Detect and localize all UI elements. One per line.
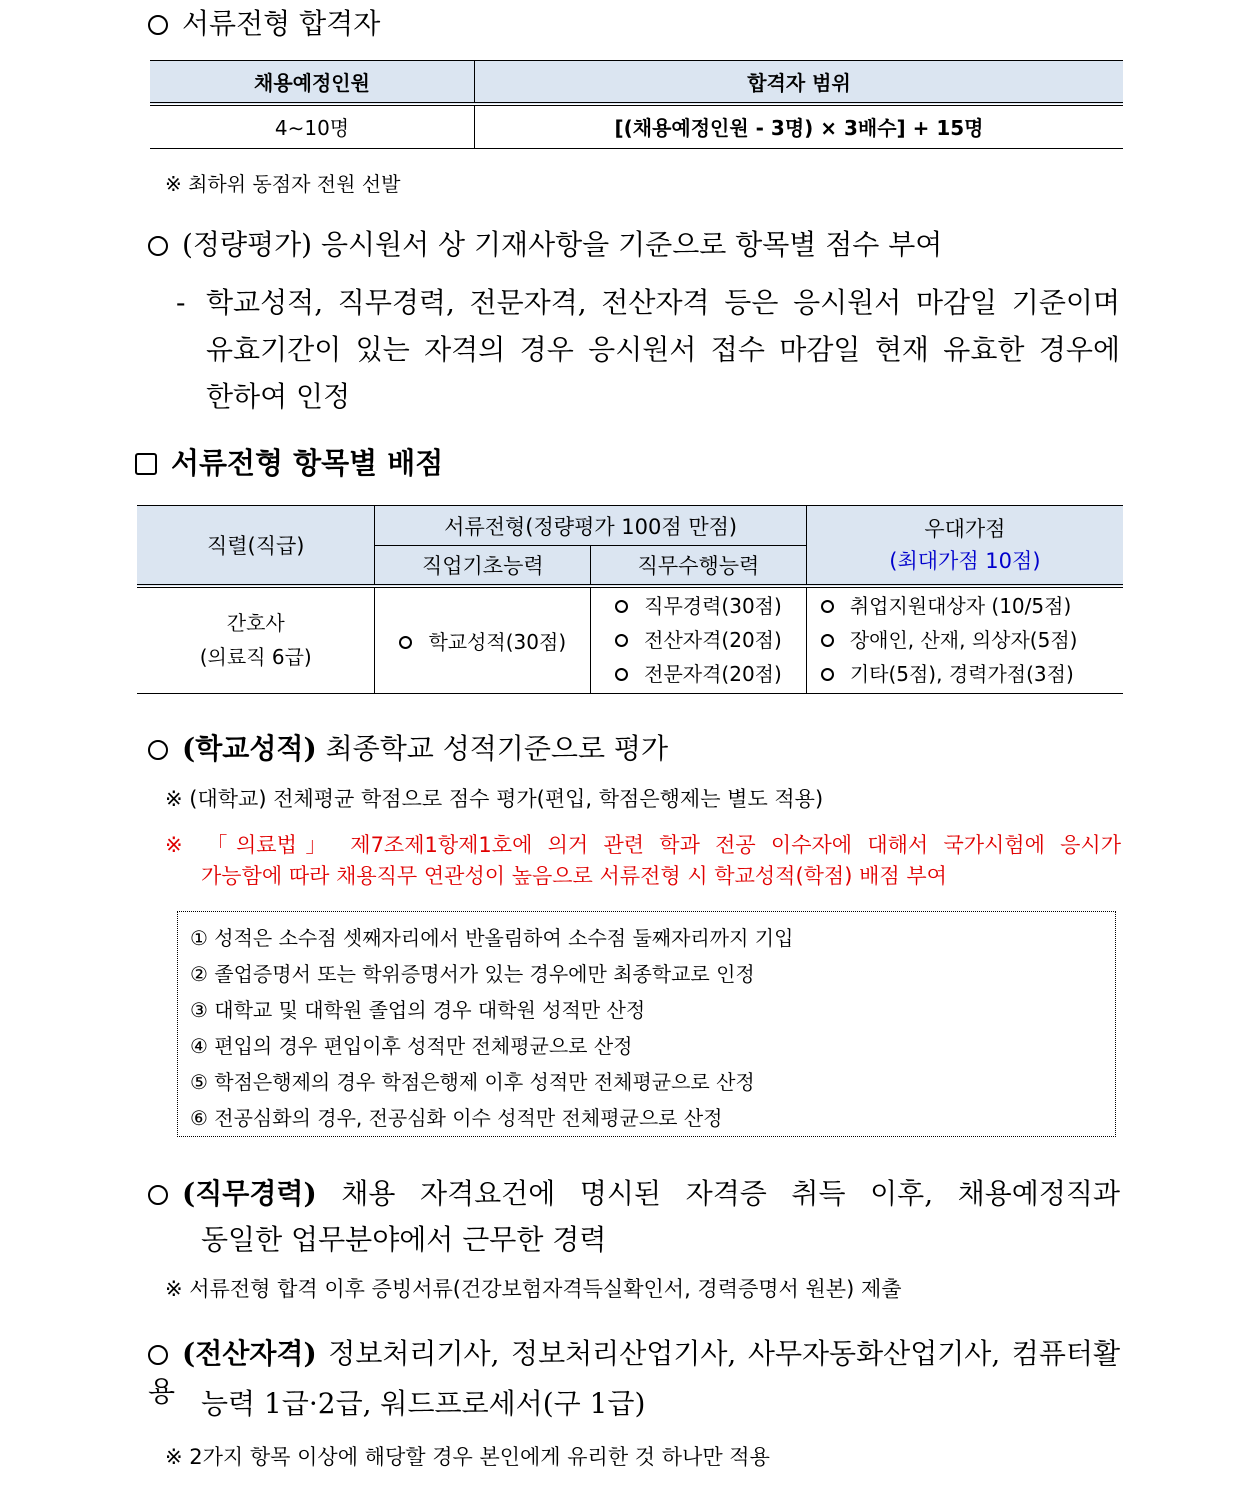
job-cell: [591, 586, 807, 694]
table-row: [150, 104, 1123, 149]
circle-bullet-icon: [821, 668, 834, 681]
table-row: [137, 586, 1123, 694]
job-item: 전문자격(20점): [592, 657, 805, 691]
dash-marker: -: [176, 286, 186, 319]
section-title-school-grades: (학교성적) 최종학교 성적기준으로 평가: [148, 730, 668, 768]
medical-law-note-cont: 가능함에 따라 채용직무 연관성이 높음으로 서류전형 시 학교성적(학점) 배점 부여: [201, 864, 947, 888]
table-header-row: [137, 506, 1123, 546]
quant-eval-line: 학교성적, 직무경력, 전문자격, 전산자격 등은 응시원서 마감일 기준이며: [206, 286, 1120, 319]
bonus-item: 기타(5점), 경력가점(3점): [821, 657, 1122, 691]
section-title-it-cert: (전산자격) 정보처리기사, 정보처리산업기사, 사무자동화산업기사, 컴퓨터활용: [148, 1337, 1120, 1408]
medical-law-note: ※ 「의료법」 제7조제1항제1호에 의거 관련 학과 전공 이수자에 대해서 국가시험에 응시가: [165, 833, 1121, 857]
it-cert-note: ※ 2가지 항목 이상에 해당할 경우 본인에게 유리한 것 하나만 적용: [165, 1445, 770, 1469]
header-cell: 채용예정인원: [150, 61, 475, 104]
job-item: 직무경력(30점): [592, 589, 805, 623]
job-career-note: ※ 서류전형 합격 이후 증빙서류(건강보험자격득실확인서, 경력증명서 원본) 제출: [165, 1277, 902, 1301]
circle-bullet-icon: [821, 600, 834, 613]
circle-bullet-icon: [148, 1185, 168, 1205]
note-lowest-tie: ※ 최하위 동점자 전원 선발: [165, 172, 401, 196]
scoring-table: [137, 505, 1123, 694]
circle-bullet-icon: [615, 600, 628, 613]
bonus-header-sub: (최대가점 10점): [889, 548, 1041, 573]
grade-rule-item: ④ 편입의 경우 편입이후 성적만 전체평균으로 산정: [190, 1034, 633, 1058]
header-cell-bonus: [806, 506, 1123, 586]
circle-bullet-icon: [615, 634, 628, 647]
bonus-header-label: 우대가점: [924, 516, 1006, 541]
basic-item: 학교성적(30점): [428, 629, 567, 654]
header-cell-job: 직무수행능력: [591, 546, 807, 586]
section-title-job-career: (직무경력) 채용 자격요건에 명시된 자격증 취득 이후, 채용예정직과: [148, 1175, 1120, 1213]
rank-line: (의료직 6급): [199, 645, 312, 670]
section-title-quant-eval: (정량평가) 응시원서 상 기재사항을 기준으로 항목별 점수 부여: [148, 226, 942, 264]
grade-rules-box: [177, 911, 1116, 1137]
header-cell: 합격자 범위: [747, 70, 851, 95]
job-item: 전산자격(20점): [592, 623, 805, 657]
bonus-item: 취업지원대상자 (10/5점): [821, 589, 1122, 623]
grade-rule-item: ① 성적은 소수점 셋째자리에서 반올림하여 소수점 둘째자리까지 기입: [190, 926, 794, 950]
school-grade-note: ※ (대학교) 전체평균 학점으로 점수 평가(편입, 학점은행제는 별도 적용): [165, 787, 824, 811]
circle-bullet-icon: [148, 740, 168, 760]
job-career-line: 동일한 업무분야에서 근무한 경력: [201, 1223, 607, 1256]
header-cell-basic: 직업기초능력: [375, 546, 591, 586]
section-title-doc-pass: 서류전형 합격자: [148, 6, 380, 42]
grade-rule-item: ⑤ 학점은행제의 경우 학점은행제 이후 성적만 전체평균으로 산정: [190, 1070, 755, 1094]
pass-range-table: [150, 60, 1123, 149]
circle-bullet-icon: [399, 636, 412, 649]
header-cell-rank: 직렬(직급): [137, 506, 375, 586]
table-cell: [(채용예정인원 - 3명) × 3배수] + 15명: [614, 116, 984, 141]
rank-cell: [137, 586, 375, 694]
grade-rule-item: ③ 대학교 및 대학원 졸업의 경우 대학원 성적만 산정: [190, 998, 646, 1022]
bonus-cell: [806, 586, 1123, 694]
it-cert-line: 능력 1급·2급, 워드프로세서(구 1급): [201, 1387, 646, 1420]
circle-bullet-icon: [148, 15, 168, 35]
grade-rule-item: ② 졸업증명서 또는 학위증명서가 있는 경우에만 최종학교로 인정: [190, 962, 755, 986]
quant-eval-line: 유효기간이 있는 자격의 경우 응시원서 접수 마감일 현재 유효한 경우에: [206, 333, 1120, 366]
table-header-row: [150, 61, 1123, 104]
circle-bullet-icon: [821, 634, 834, 647]
header-cell-doc: 서류전형(정량평가 100점 만점): [375, 506, 806, 546]
quant-eval-line: 한하여 인정: [206, 380, 351, 413]
square-bullet-icon: [135, 453, 157, 475]
basic-cell: [375, 586, 591, 694]
circle-bullet-icon: [148, 236, 168, 256]
rank-line: 간호사: [226, 611, 285, 636]
grade-rule-item: ⑥ 전공심화의 경우, 전공심화 이수 성적만 전체평균으로 산정: [190, 1106, 723, 1130]
section-title-scoring: 서류전형 항목별 배점: [135, 444, 443, 482]
table-cell: 4∼10명: [150, 104, 475, 149]
circle-bullet-icon: [148, 1345, 168, 1365]
bonus-item: 장애인, 산재, 의상자(5점): [821, 623, 1122, 657]
circle-bullet-icon: [615, 668, 628, 681]
